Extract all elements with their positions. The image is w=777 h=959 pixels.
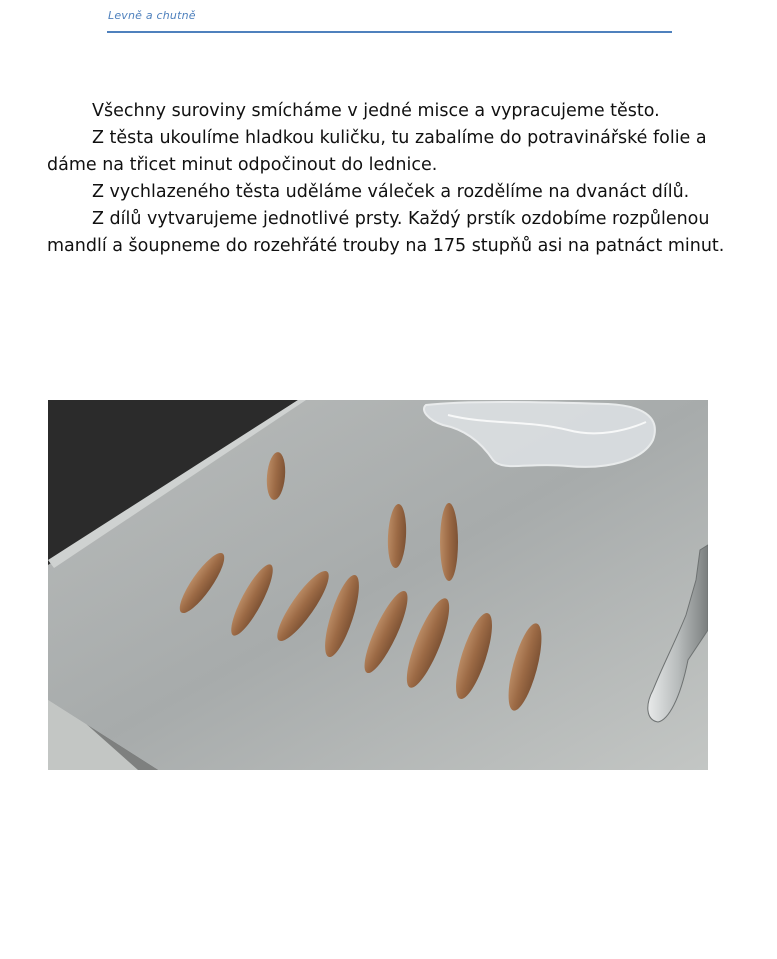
instruction-paragraph: Z vychlazeného těsta uděláme váleček a rozdělíme na dvanáct dílů. xyxy=(92,182,690,202)
recipe-instructions xyxy=(47,98,737,260)
header-title: Levně a chutně xyxy=(108,9,196,22)
instruction-paragraph: Všechny suroviny smícháme v jedné misce a vypracujeme těsto. xyxy=(92,101,660,121)
dough-finger xyxy=(440,503,458,581)
instruction-paragraph: Z dílů vytvarujeme jednotlivé prsty. Každý prstík ozdobíme rozpůlenou mandlí a šoupneme do rozehřáté trouby na 175 stupňů asi na patnáct minut. xyxy=(47,209,725,256)
recipe-photo xyxy=(48,400,708,770)
instruction-paragraph: Z těsta ukoulíme hladkou kuličku, tu zabalíme do potravinářské folie a dáme na třicet minut odpočinout do lednice. xyxy=(47,128,707,175)
page-header xyxy=(107,9,672,33)
